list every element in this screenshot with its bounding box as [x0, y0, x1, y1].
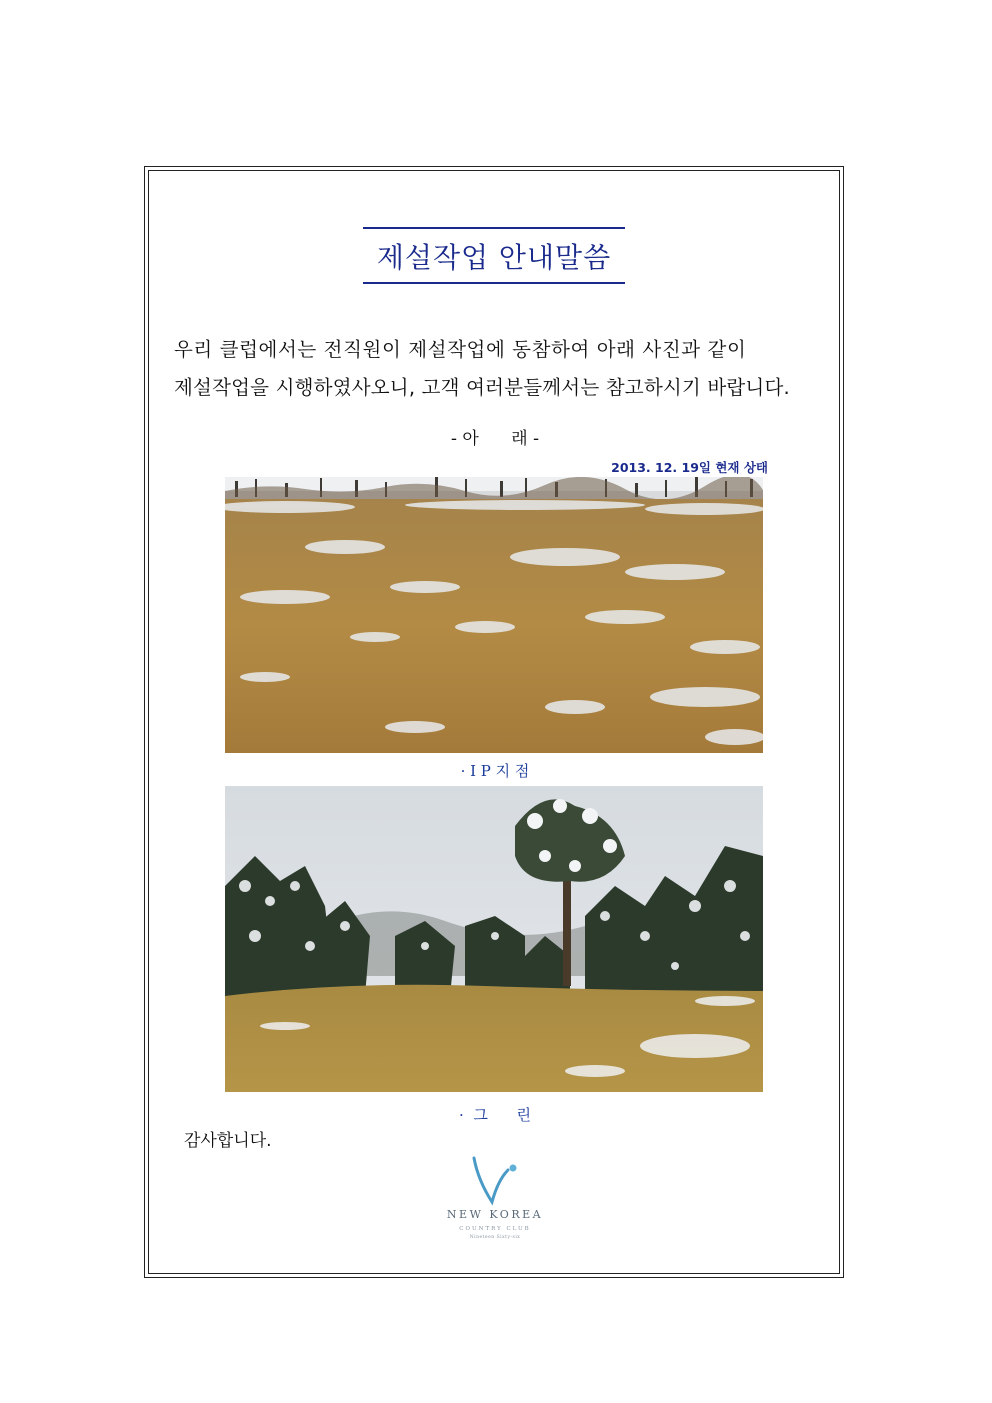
logo-club-sub: COUNTRY CLUB [459, 1226, 531, 1232]
logo-tagline: Nineteen Sixty-six [469, 1235, 521, 1240]
club-logo [430, 1150, 560, 1250]
photo-ip-point [225, 477, 763, 753]
photo-caption-green: · 그 린 [459, 1106, 531, 1124]
page-title: 제설작업 안내말씀 [376, 240, 612, 274]
body-text-line-1: 우리 클럽에서는 전직원이 제설작업에 동참하여 아래 사진과 같이 [174, 338, 747, 361]
closing-thanks: 감사합니다. [184, 1131, 272, 1151]
photo-green [225, 786, 763, 1092]
section-heading: - 아 래 - [450, 429, 540, 449]
title-box [363, 227, 625, 284]
photo-caption-ip-point: · I P 지 점 [460, 762, 530, 780]
photo-green-pines-snow-icon [225, 786, 763, 1092]
body-text-line-2: 제설작업을 시행하였사오니, 고객 여러분들께서는 참고하시기 바랍니다. [174, 376, 790, 399]
club-logo-emblem-icon [430, 1150, 560, 1208]
photo-fairway-snow-icon [225, 477, 763, 753]
date-status-label: 2013. 12. 19일 현재 상태 [611, 460, 768, 475]
logo-club-name: NEW KOREA [446, 1208, 544, 1221]
